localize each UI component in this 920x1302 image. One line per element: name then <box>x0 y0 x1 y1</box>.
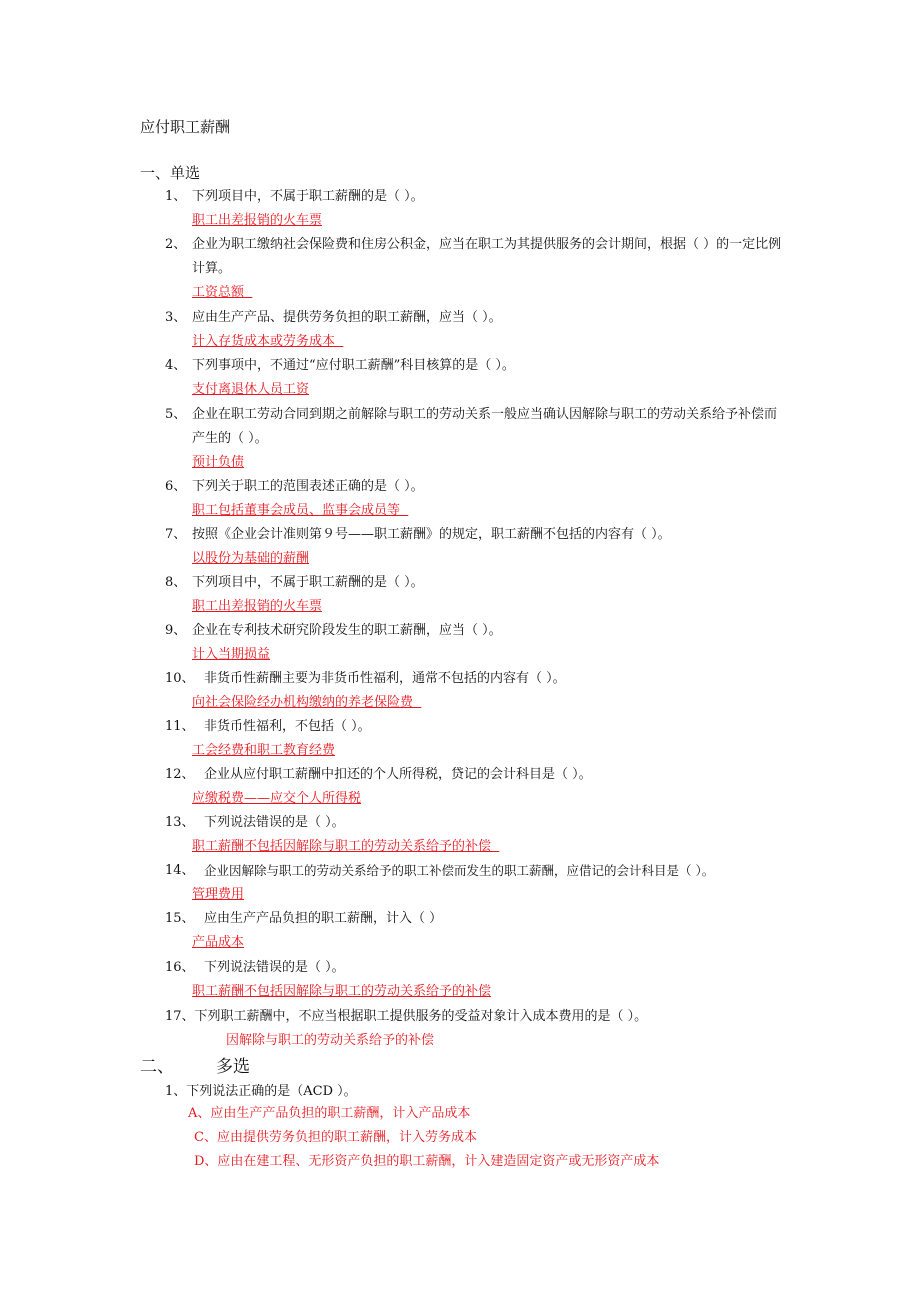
question-text: 下列项目中，不属于职工薪酬的是（ ）。 <box>192 189 424 204</box>
answer-6: 职工包括董事会成员、监事会成员等 <box>192 503 409 518</box>
answer-9: 计入当期损益 <box>192 647 271 662</box>
question-number: 10、 <box>165 671 195 686</box>
question-17: 17、下列职工薪酬中，不应当根据职工提供服务的受益对象计入成本费用的是（ ）。 <box>165 1009 648 1024</box>
question-number: 15、 <box>165 911 195 926</box>
answer-12: 应缴税费——应交个人所得税 <box>192 791 362 806</box>
question-number: 9、 <box>165 623 187 638</box>
question-text: 应由生产产品负担的职工薪酬，计入（ ） <box>204 911 443 926</box>
question-text: 非货币性福利，不包括（ ）。 <box>204 719 371 734</box>
section-number: 二、 <box>140 1057 174 1077</box>
answer-3: 计入存货成本或劳务成本 <box>192 334 344 349</box>
option-d: D、应由在建工程、无形资产负担的职工薪酬，计入建造固定资产或无形资产成本 <box>194 1154 660 1169</box>
question-number: 6、 <box>165 479 187 494</box>
question-text: 下列事项中，不通过“应付职工薪酬”科目核算的是（ ）。 <box>192 358 515 373</box>
answer-5: 预计负债 <box>192 455 245 470</box>
question-text: 按照《企业会计准则第９号——职工薪酬》的规定，职工薪酬不包括的内容有（ ）。 <box>192 527 671 542</box>
option-a: A、应由生产产品负担的职工薪酬，计入产品成本 <box>188 1106 471 1121</box>
question-text: 企业在专利技术研究阶段发生的职工薪酬，应当（ ）。 <box>192 623 502 638</box>
question-number: 7、 <box>165 527 187 542</box>
answer-1: 职工出差报销的火车票 <box>192 213 323 228</box>
question-text: 下列说法错误的是（ ）。 <box>204 815 345 830</box>
answer-8: 职工出差报销的火车票 <box>192 599 323 614</box>
question-number: 14、 <box>165 863 195 878</box>
question-text: 企业在职工劳动合同到期之前解除与职工的劳动关系一般应当确认因解除与职工的劳动关系给予补偿而产生的（ ）。 <box>192 407 778 446</box>
section-multi-choice-heading <box>140 1052 250 1077</box>
question-text: 下列关于职工的范围表述正确的是（ ）。 <box>192 479 424 494</box>
question-number: 13、 <box>165 815 195 830</box>
answer-17: 因解除与职工的劳动关系给予的补偿 <box>226 1033 435 1048</box>
answer-2: 工资总额 <box>192 285 253 300</box>
answer-15: 产品成本 <box>192 935 245 950</box>
multi-question-1: 1、下列说法正确的是（ACD ）。 <box>165 1084 357 1099</box>
question-text: 应由生产产品、提供劳务负担的职工薪酬，应当（ ）。 <box>192 310 502 325</box>
option-c: C、应由提供劳务负担的职工薪酬，计入劳务成本 <box>194 1130 477 1145</box>
question-number: 1、 <box>165 189 187 204</box>
question-text: 企业因解除与职工的劳动关系给予的职工补偿而发生的职工薪酬，应借记的会计科目是（ ）。 <box>204 863 715 878</box>
answer-11: 工会经费和职工教育经费 <box>192 743 336 758</box>
question-number: 2、 <box>165 237 187 252</box>
question-text: 企业为职工缴纳社会保险费和住房公积金，应当在职工为其提供服务的会计期间，根据（ ）的一定比例计算。 <box>192 237 782 276</box>
answer-13: 职工薪酬不包括因解除与职工的劳动关系给予的补偿 <box>192 839 500 854</box>
question-number: 16、 <box>165 960 195 975</box>
question-number: 4、 <box>165 358 187 373</box>
question-number: 11、 <box>165 719 195 734</box>
question-number: 12、 <box>165 767 195 782</box>
section-label: 多选 <box>216 1057 250 1077</box>
answer-10: 向社会保险经办机构缴纳的养老保险费 <box>192 695 422 710</box>
answer-16: 职工薪酬不包括因解除与职工的劳动关系给予的补偿 <box>192 984 492 999</box>
question-text: 下列项目中，不属于职工薪酬的是（ ）。 <box>192 575 424 590</box>
answer-4: 支付离退休人员工资 <box>192 382 310 397</box>
section-single-choice-heading: 一、单选 <box>140 164 201 182</box>
answer-7: 以股份为基础的薪酬 <box>192 551 310 566</box>
document-title: 应付职工薪酬 <box>140 118 231 136</box>
question-number: 8、 <box>165 575 187 590</box>
question-text: 企业从应付职工薪酬中扣还的个人所得税，贷记的会计科目是（ ）。 <box>204 767 592 782</box>
question-text: 非货币性薪酬主要为非货币性福利，通常不包括的内容有（ ）。 <box>204 671 566 686</box>
question-number: 5、 <box>165 407 187 422</box>
question-text: 下列说法错误的是（ ）。 <box>204 960 345 975</box>
answer-14: 管理费用 <box>192 887 245 902</box>
question-number: 3、 <box>165 310 187 325</box>
